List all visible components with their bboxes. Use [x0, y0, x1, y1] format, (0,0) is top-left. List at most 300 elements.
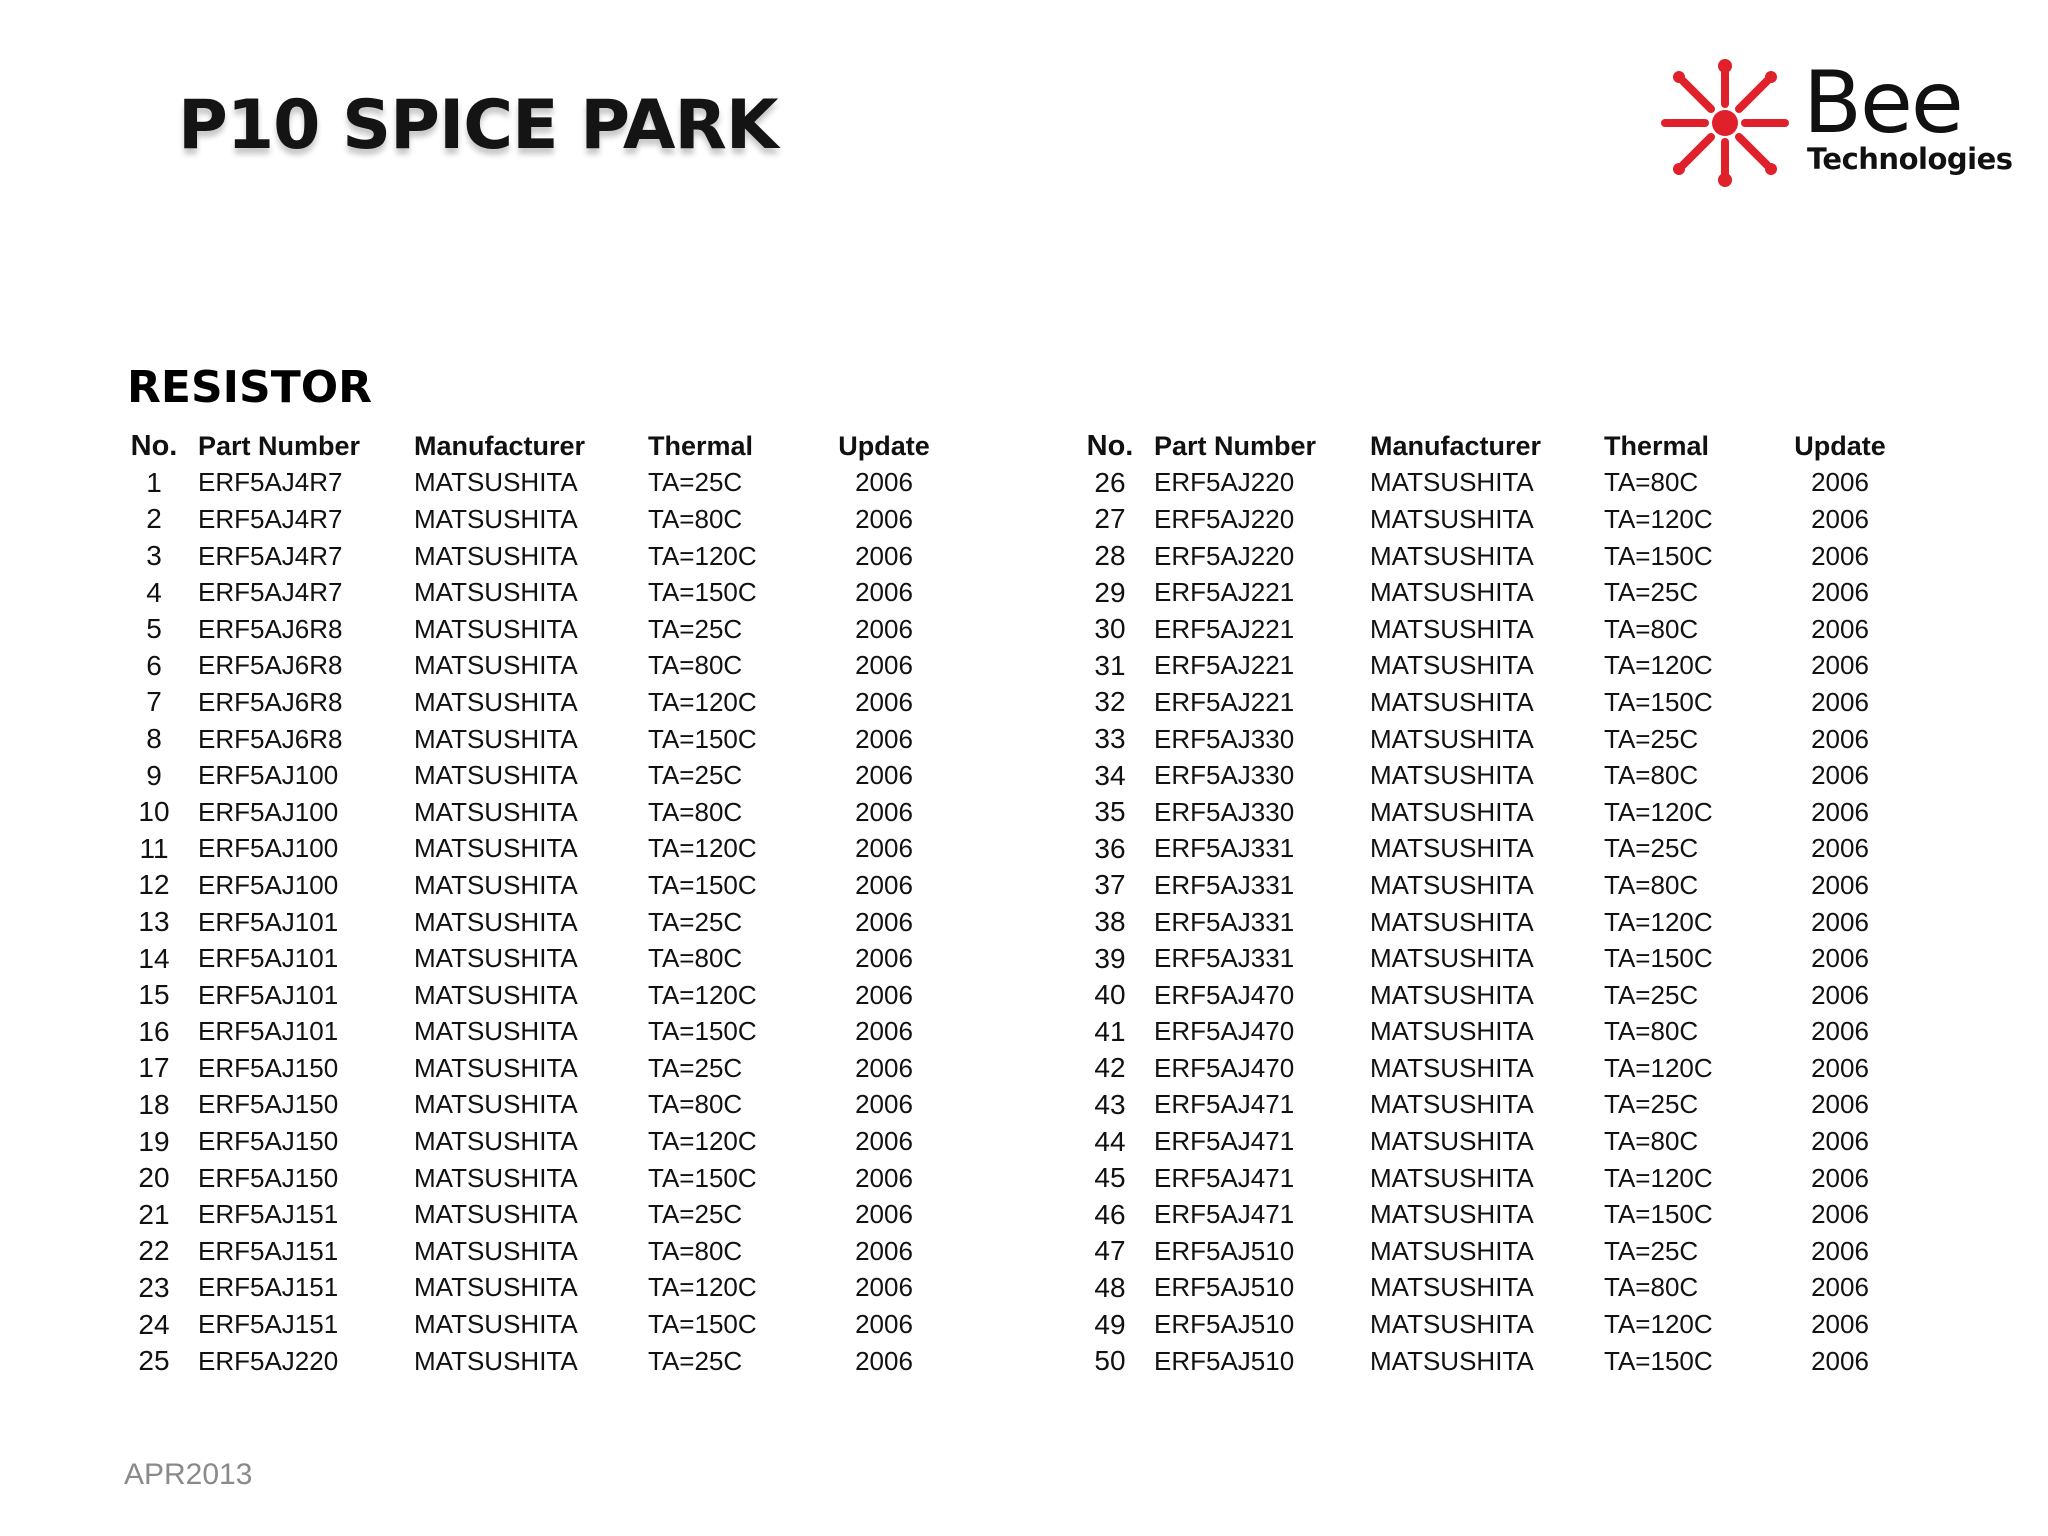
table-row — [1080, 1050, 1900, 1087]
cell-manufacturer: MATSUSHITA — [414, 613, 578, 644]
table-row — [124, 1306, 944, 1343]
cell-manufacturer: MATSUSHITA — [414, 979, 578, 1010]
section-title: RESISTOR — [127, 362, 372, 413]
cell-update: 2006 — [855, 979, 913, 1010]
cell-manufacturer: MATSUSHITA — [414, 1016, 578, 1047]
cell-update: 2006 — [1811, 1309, 1869, 1340]
table-row — [1080, 465, 1900, 502]
cell-update: 2006 — [855, 503, 913, 534]
cell-manufacturer: MATSUSHITA — [414, 1162, 578, 1193]
table-row — [1080, 1014, 1900, 1051]
cell-update: 2006 — [855, 1199, 913, 1230]
cell-part-number: ERF5AJ330 — [1154, 796, 1295, 827]
cell-manufacturer: MATSUSHITA — [1370, 979, 1534, 1010]
cell-part-number: ERF5AJ220 — [1154, 467, 1295, 498]
cell-part-number: ERF5AJ150 — [198, 1126, 339, 1157]
cell-manufacturer: MATSUSHITA — [1370, 503, 1534, 534]
column-header-thermal: Thermal — [648, 430, 754, 461]
cell-no: 48 — [1094, 1271, 1126, 1303]
cell-thermal: TA=120C — [648, 540, 757, 571]
cell-no: 25 — [138, 1345, 170, 1377]
cell-update: 2006 — [855, 1235, 913, 1266]
cell-thermal: TA=120C — [1604, 1309, 1713, 1340]
cell-update: 2006 — [855, 1126, 913, 1157]
footer-date: APR2013 — [124, 1458, 253, 1491]
cell-manufacturer: MATSUSHITA — [414, 577, 578, 608]
cell-no: 4 — [146, 576, 162, 608]
cell-thermal: TA=80C — [1604, 613, 1699, 644]
cell-thermal: TA=120C — [1604, 1052, 1713, 1083]
cell-manufacturer: MATSUSHITA — [414, 869, 578, 900]
cell-thermal: TA=25C — [648, 613, 743, 644]
cell-update: 2006 — [855, 540, 913, 571]
table-row — [1080, 1306, 1900, 1343]
cell-manufacturer: MATSUSHITA — [1370, 467, 1534, 498]
table-row — [1080, 1270, 1900, 1307]
cell-part-number: ERF5AJ151 — [198, 1309, 339, 1340]
cell-update: 2006 — [1811, 1199, 1869, 1230]
cell-thermal: TA=150C — [648, 1162, 757, 1193]
cell-no: 36 — [1094, 832, 1126, 864]
cell-update: 2006 — [1811, 1089, 1869, 1120]
table-row — [124, 831, 944, 868]
cell-thermal: TA=120C — [648, 1272, 757, 1303]
cell-no: 31 — [1094, 649, 1126, 681]
cell-manufacturer: MATSUSHITA — [414, 503, 578, 534]
cell-no: 20 — [138, 1162, 170, 1194]
cell-update: 2006 — [1811, 979, 1869, 1010]
cell-thermal: TA=150C — [1604, 540, 1713, 571]
cell-manufacturer: MATSUSHITA — [414, 943, 578, 974]
cell-no: 3 — [146, 540, 162, 572]
cell-part-number: ERF5AJ101 — [198, 979, 339, 1010]
cell-manufacturer: MATSUSHITA — [414, 1345, 578, 1376]
cell-manufacturer: MATSUSHITA — [1370, 1016, 1534, 1047]
table-header-row — [1080, 428, 1900, 465]
cell-manufacturer: MATSUSHITA — [1370, 1272, 1534, 1303]
cell-manufacturer: MATSUSHITA — [1370, 1052, 1534, 1083]
cell-part-number: ERF5AJ220 — [1154, 540, 1295, 571]
table-row — [1080, 1196, 1900, 1233]
cell-no: 10 — [138, 796, 170, 828]
cell-update: 2006 — [855, 869, 913, 900]
table-row — [124, 867, 944, 904]
table-row — [1080, 831, 1900, 868]
cell-thermal: TA=150C — [648, 1016, 757, 1047]
cell-manufacturer: MATSUSHITA — [1370, 1089, 1534, 1120]
cell-part-number: ERF5AJ4R7 — [198, 540, 343, 571]
cell-manufacturer: MATSUSHITA — [1370, 833, 1534, 864]
cell-thermal: TA=120C — [1604, 796, 1713, 827]
cell-thermal: TA=80C — [1604, 760, 1699, 791]
cell-no: 7 — [146, 686, 162, 718]
cell-manufacturer: MATSUSHITA — [414, 686, 578, 717]
cell-update: 2006 — [855, 796, 913, 827]
cell-part-number: ERF5AJ151 — [198, 1199, 339, 1230]
cell-part-number: ERF5AJ331 — [1154, 833, 1295, 864]
cell-part-number: ERF5AJ221 — [1154, 650, 1295, 681]
cell-no: 34 — [1094, 759, 1126, 791]
cell-part-number: ERF5AJ470 — [1154, 1016, 1295, 1047]
cell-part-number: ERF5AJ6R8 — [198, 723, 343, 754]
table-row — [1080, 977, 1900, 1014]
cell-update: 2006 — [855, 650, 913, 681]
cell-manufacturer: MATSUSHITA — [414, 1126, 578, 1157]
cell-no: 47 — [1094, 1235, 1126, 1267]
cell-part-number: ERF5AJ330 — [1154, 760, 1295, 791]
logo-wordmark: Bee — [1803, 53, 1962, 153]
cell-manufacturer: MATSUSHITA — [1370, 1199, 1534, 1230]
cell-no: 23 — [138, 1271, 170, 1303]
cell-manufacturer: MATSUSHITA — [414, 723, 578, 754]
cell-no: 40 — [1094, 979, 1126, 1011]
cell-thermal: TA=80C — [648, 1089, 743, 1120]
cell-manufacturer: MATSUSHITA — [1370, 1309, 1534, 1340]
cell-manufacturer: MATSUSHITA — [414, 796, 578, 827]
cell-update: 2006 — [855, 577, 913, 608]
table-row — [1080, 501, 1900, 538]
cell-update: 2006 — [1811, 943, 1869, 974]
cell-update: 2006 — [855, 943, 913, 974]
cell-manufacturer: MATSUSHITA — [414, 1199, 578, 1230]
cell-thermal: TA=80C — [648, 943, 743, 974]
cell-no: 44 — [1094, 1125, 1126, 1157]
cell-update: 2006 — [1811, 833, 1869, 864]
cell-thermal: TA=25C — [1604, 979, 1699, 1010]
cell-manufacturer: MATSUSHITA — [1370, 906, 1534, 937]
cell-no: 16 — [138, 1015, 170, 1047]
cell-manufacturer: MATSUSHITA — [414, 833, 578, 864]
cell-update: 2006 — [855, 613, 913, 644]
table-row — [1080, 538, 1900, 575]
cell-update: 2006 — [1811, 723, 1869, 754]
table-row — [124, 465, 944, 502]
cell-part-number: ERF5AJ471 — [1154, 1162, 1295, 1193]
table-row — [1080, 1123, 1900, 1160]
cell-thermal: TA=80C — [648, 796, 743, 827]
table-row — [124, 940, 944, 977]
table-body-left — [124, 465, 944, 1380]
cell-manufacturer: MATSUSHITA — [1370, 613, 1534, 644]
table-row — [1080, 1087, 1900, 1124]
cell-manufacturer: MATSUSHITA — [414, 540, 578, 571]
cell-part-number: ERF5AJ100 — [198, 869, 339, 900]
cell-manufacturer: MATSUSHITA — [1370, 1162, 1534, 1193]
cell-no: 30 — [1094, 613, 1126, 645]
cell-no: 14 — [138, 942, 170, 974]
cell-no: 39 — [1094, 942, 1126, 974]
cell-part-number: ERF5AJ100 — [198, 796, 339, 827]
cell-manufacturer: MATSUSHITA — [1370, 650, 1534, 681]
cell-update: 2006 — [855, 1272, 913, 1303]
cell-thermal: TA=150C — [648, 1309, 757, 1340]
cell-update: 2006 — [1811, 686, 1869, 717]
cell-no: 18 — [138, 1088, 170, 1120]
cell-part-number: ERF5AJ331 — [1154, 869, 1295, 900]
cell-part-number: ERF5AJ6R8 — [198, 613, 343, 644]
cell-part-number: ERF5AJ4R7 — [198, 577, 343, 608]
table-row — [124, 1123, 944, 1160]
cell-part-number: ERF5AJ151 — [198, 1235, 339, 1266]
cell-manufacturer: MATSUSHITA — [414, 1235, 578, 1266]
table-row — [1080, 757, 1900, 794]
cell-part-number: ERF5AJ471 — [1154, 1199, 1295, 1230]
cell-thermal: TA=80C — [1604, 1126, 1699, 1157]
cell-update: 2006 — [1811, 1272, 1869, 1303]
table-row — [124, 721, 944, 758]
cell-manufacturer: MATSUSHITA — [1370, 796, 1534, 827]
cell-no: 32 — [1094, 686, 1126, 718]
cell-no: 24 — [138, 1308, 170, 1340]
cell-update: 2006 — [1811, 796, 1869, 827]
cell-thermal: TA=25C — [648, 1345, 743, 1376]
cell-no: 15 — [138, 979, 170, 1011]
table-row — [124, 611, 944, 648]
table-row — [124, 501, 944, 538]
page-title: P10 SPICE PARK — [178, 86, 778, 165]
column-header-no: No. — [1086, 429, 1134, 462]
cell-no: 35 — [1094, 796, 1126, 828]
cell-thermal: TA=80C — [1604, 1016, 1699, 1047]
cell-no: 33 — [1094, 723, 1126, 755]
table-row — [124, 977, 944, 1014]
cell-no: 13 — [138, 906, 170, 938]
cell-thermal: TA=25C — [648, 1199, 743, 1230]
cell-update: 2006 — [1811, 906, 1869, 937]
cell-update: 2006 — [855, 686, 913, 717]
cell-no: 19 — [138, 1125, 170, 1157]
cell-manufacturer: MATSUSHITA — [1370, 1235, 1534, 1266]
logo-subtitle: Technologies — [1807, 142, 2013, 176]
cell-manufacturer: MATSUSHITA — [1370, 760, 1534, 791]
table-row — [124, 794, 944, 831]
cell-update: 2006 — [1811, 760, 1869, 791]
column-header-no: No. — [130, 429, 178, 462]
cell-no: 22 — [138, 1235, 170, 1267]
cell-manufacturer: MATSUSHITA — [414, 906, 578, 937]
cell-manufacturer: MATSUSHITA — [1370, 869, 1534, 900]
cell-manufacturer: MATSUSHITA — [414, 1052, 578, 1083]
cell-part-number: ERF5AJ331 — [1154, 943, 1295, 974]
cell-no: 11 — [139, 832, 169, 864]
cell-thermal: TA=25C — [648, 467, 743, 498]
table-row — [124, 1014, 944, 1051]
cell-thermal: TA=150C — [648, 723, 757, 754]
cell-no: 1 — [146, 466, 162, 498]
table-row — [124, 904, 944, 941]
cell-part-number: ERF5AJ6R8 — [198, 650, 343, 681]
cell-part-number: ERF5AJ471 — [1154, 1089, 1295, 1120]
table-row — [1080, 574, 1900, 611]
cell-thermal: TA=120C — [648, 833, 757, 864]
cell-no: 50 — [1094, 1345, 1126, 1377]
cell-update: 2006 — [855, 906, 913, 937]
cell-part-number: ERF5AJ470 — [1154, 1052, 1295, 1083]
cell-thermal: TA=80C — [648, 1235, 743, 1266]
cell-no: 43 — [1094, 1088, 1126, 1120]
cell-update: 2006 — [855, 467, 913, 498]
cell-part-number: ERF5AJ221 — [1154, 686, 1295, 717]
company-logo — [1655, 53, 2015, 188]
table-row — [124, 574, 944, 611]
table-body-right — [1080, 465, 1900, 1380]
cell-part-number: ERF5AJ101 — [198, 1016, 339, 1047]
cell-thermal: TA=150C — [1604, 1199, 1713, 1230]
cell-manufacturer: MATSUSHITA — [414, 467, 578, 498]
table-row — [1080, 940, 1900, 977]
cell-part-number: ERF5AJ100 — [198, 760, 339, 791]
cell-thermal: TA=80C — [648, 650, 743, 681]
cell-manufacturer: MATSUSHITA — [1370, 686, 1534, 717]
table-row — [1080, 867, 1900, 904]
table-row — [1080, 794, 1900, 831]
table-row — [124, 648, 944, 685]
table-row — [124, 1196, 944, 1233]
cell-update: 2006 — [1811, 650, 1869, 681]
cell-thermal: TA=120C — [1604, 503, 1713, 534]
cell-no: 6 — [146, 649, 162, 681]
cell-no: 12 — [138, 869, 170, 901]
cell-no: 5 — [146, 613, 162, 645]
cell-update: 2006 — [1811, 467, 1869, 498]
cell-part-number: ERF5AJ100 — [198, 833, 339, 864]
cell-manufacturer: MATSUSHITA — [1370, 943, 1534, 974]
cell-thermal: TA=25C — [1604, 723, 1699, 754]
cell-part-number: ERF5AJ150 — [198, 1089, 339, 1120]
cell-part-number: ERF5AJ471 — [1154, 1126, 1295, 1157]
cell-thermal: TA=150C — [1604, 943, 1713, 974]
cell-thermal: TA=120C — [648, 1126, 757, 1157]
bee-starburst-logo-icon — [1655, 58, 1795, 188]
cell-thermal: TA=25C — [648, 760, 743, 791]
column-header-manufacturer: Manufacturer — [1370, 430, 1542, 461]
cell-part-number: ERF5AJ4R7 — [198, 467, 343, 498]
cell-manufacturer: MATSUSHITA — [1370, 1345, 1534, 1376]
cell-part-number: ERF5AJ101 — [198, 943, 339, 974]
cell-part-number: ERF5AJ470 — [1154, 979, 1295, 1010]
cell-thermal: TA=25C — [1604, 833, 1699, 864]
cell-no: 28 — [1094, 540, 1126, 572]
table-row — [124, 757, 944, 794]
cell-no: 49 — [1094, 1308, 1126, 1340]
cell-part-number: ERF5AJ220 — [1154, 503, 1295, 534]
cell-thermal: TA=80C — [1604, 869, 1699, 900]
cell-part-number: ERF5AJ4R7 — [198, 503, 343, 534]
cell-no: 46 — [1094, 1198, 1126, 1230]
cell-update: 2006 — [855, 1052, 913, 1083]
column-header-manufacturer: Manufacturer — [414, 430, 586, 461]
cell-thermal: TA=80C — [1604, 467, 1699, 498]
column-header-update: Update — [1794, 430, 1886, 461]
cell-update: 2006 — [1811, 540, 1869, 571]
table-row — [124, 1270, 944, 1307]
cell-update: 2006 — [855, 1345, 913, 1376]
cell-update: 2006 — [855, 1089, 913, 1120]
cell-update: 2006 — [855, 833, 913, 864]
cell-manufacturer: MATSUSHITA — [414, 760, 578, 791]
cell-thermal: TA=25C — [1604, 1089, 1699, 1120]
cell-part-number: ERF5AJ6R8 — [198, 686, 343, 717]
cell-part-number: ERF5AJ510 — [1154, 1235, 1295, 1266]
cell-no: 37 — [1094, 869, 1126, 901]
cell-update: 2006 — [855, 1016, 913, 1047]
cell-manufacturer: MATSUSHITA — [414, 1089, 578, 1120]
table-row — [1080, 1343, 1900, 1380]
table-row — [124, 684, 944, 721]
cell-thermal: TA=120C — [1604, 650, 1713, 681]
cell-thermal: TA=150C — [648, 869, 757, 900]
cell-part-number: ERF5AJ220 — [198, 1345, 339, 1376]
cell-update: 2006 — [855, 760, 913, 791]
cell-thermal: TA=25C — [1604, 577, 1699, 608]
column-header-update: Update — [838, 430, 930, 461]
cell-manufacturer: MATSUSHITA — [1370, 540, 1534, 571]
table-row — [1080, 904, 1900, 941]
cell-no: 42 — [1094, 1052, 1126, 1084]
cell-update: 2006 — [1811, 1235, 1869, 1266]
cell-thermal: TA=150C — [1604, 686, 1713, 717]
cell-update: 2006 — [1811, 1345, 1869, 1376]
table-row — [1080, 611, 1900, 648]
cell-part-number: ERF5AJ151 — [198, 1272, 339, 1303]
cell-manufacturer: MATSUSHITA — [1370, 577, 1534, 608]
cell-part-number: ERF5AJ510 — [1154, 1345, 1295, 1376]
cell-thermal: TA=25C — [1604, 1235, 1699, 1266]
cell-no: 2 — [146, 503, 162, 535]
cell-manufacturer: MATSUSHITA — [414, 650, 578, 681]
cell-part-number: ERF5AJ221 — [1154, 613, 1295, 644]
table-row — [1080, 1233, 1900, 1270]
cell-no: 21 — [138, 1198, 170, 1230]
cell-thermal: TA=80C — [1604, 1272, 1699, 1303]
cell-no: 9 — [146, 759, 162, 791]
cell-thermal: TA=120C — [648, 686, 757, 717]
cell-update: 2006 — [1811, 577, 1869, 608]
parts-table-left — [124, 428, 944, 1379]
cell-manufacturer: MATSUSHITA — [414, 1309, 578, 1340]
cell-update: 2006 — [1811, 1052, 1869, 1083]
cell-update: 2006 — [855, 1162, 913, 1193]
cell-thermal: TA=80C — [648, 503, 743, 534]
cell-no: 45 — [1094, 1162, 1126, 1194]
cell-part-number: ERF5AJ150 — [198, 1162, 339, 1193]
cell-part-number: ERF5AJ510 — [1154, 1309, 1295, 1340]
cell-thermal: TA=25C — [648, 906, 743, 937]
cell-update: 2006 — [1811, 1126, 1869, 1157]
cell-update: 2006 — [855, 1309, 913, 1340]
cell-no: 17 — [138, 1052, 170, 1084]
cell-part-number: ERF5AJ221 — [1154, 577, 1295, 608]
cell-update: 2006 — [1811, 1162, 1869, 1193]
table-row — [1080, 721, 1900, 758]
cell-part-number: ERF5AJ150 — [198, 1052, 339, 1083]
cell-update: 2006 — [1811, 613, 1869, 644]
cell-thermal: TA=150C — [648, 577, 757, 608]
cell-part-number: ERF5AJ510 — [1154, 1272, 1295, 1303]
cell-thermal: TA=120C — [1604, 1162, 1713, 1193]
column-header-part-number: Part Number — [1154, 430, 1317, 461]
cell-part-number: ERF5AJ330 — [1154, 723, 1295, 754]
cell-part-number: ERF5AJ331 — [1154, 906, 1295, 937]
cell-no: 27 — [1094, 503, 1126, 535]
cell-no: 29 — [1094, 576, 1126, 608]
table-row — [124, 1087, 944, 1124]
cell-part-number: ERF5AJ101 — [198, 906, 339, 937]
column-header-part-number: Part Number — [198, 430, 361, 461]
table-row — [124, 538, 944, 575]
table-row — [1080, 1160, 1900, 1197]
table-row — [1080, 648, 1900, 685]
